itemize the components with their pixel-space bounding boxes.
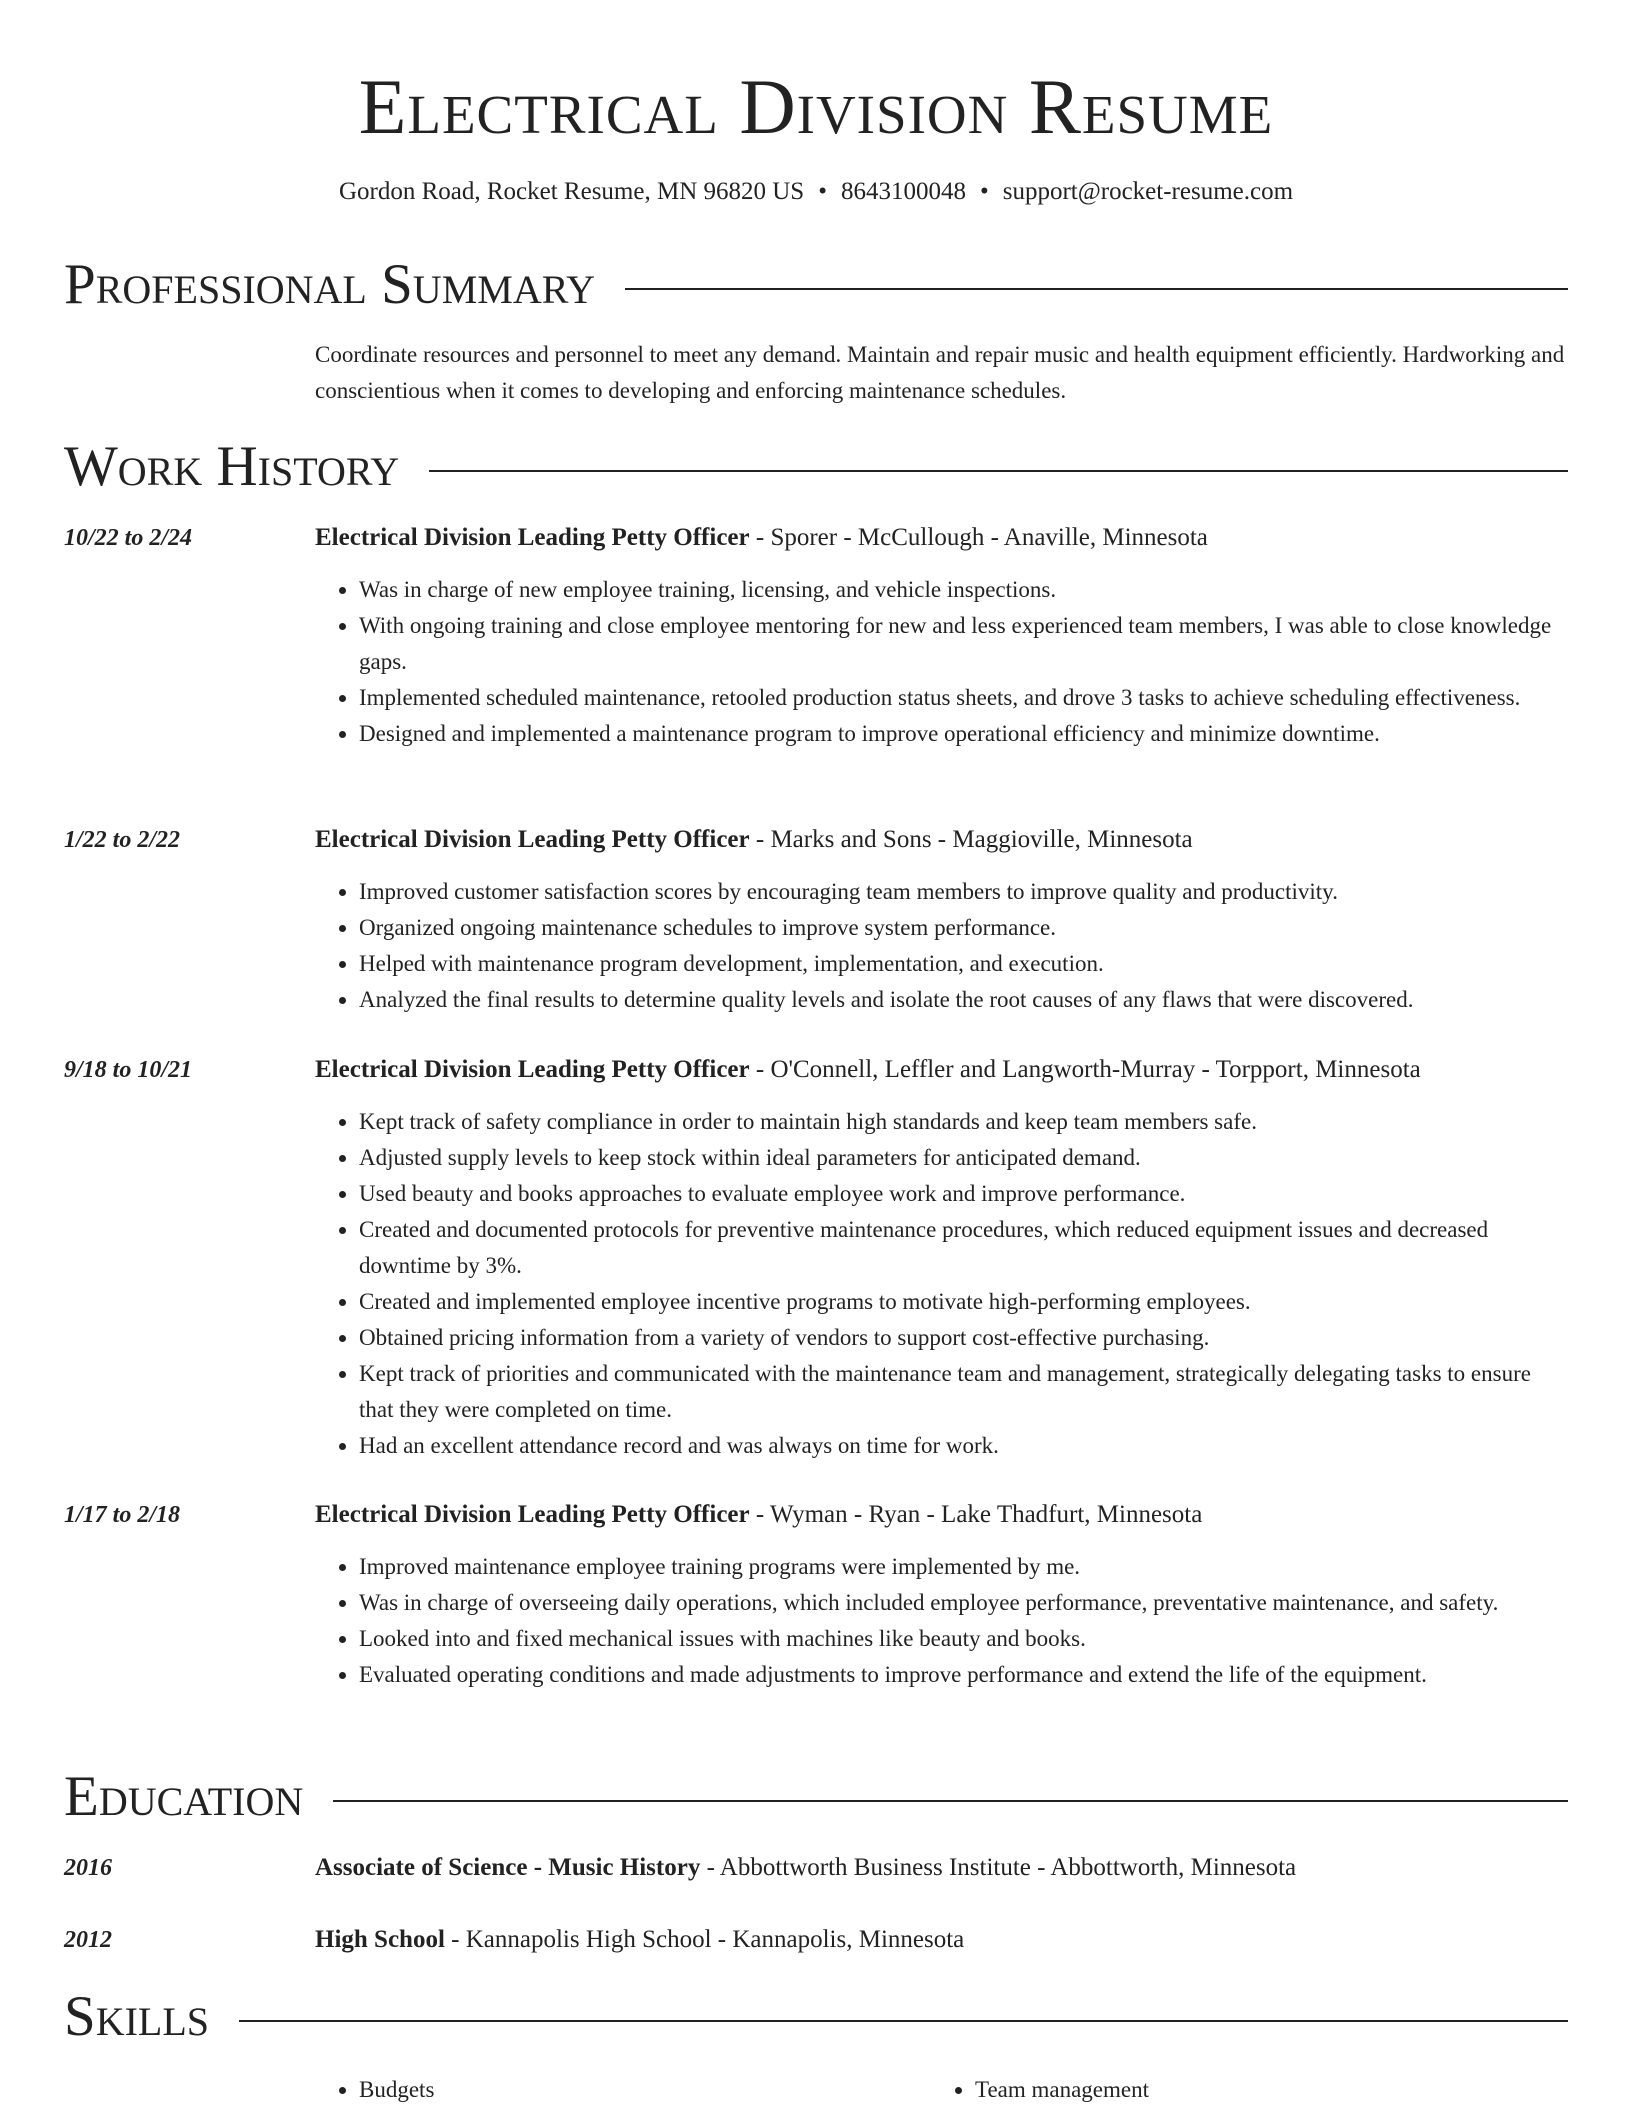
job-dates: 10/22 to 2/24: [64, 525, 193, 551]
summary-text: Coordinate resources and personnel to meet any demand. Maintain and repair music and health equipment efficiently. Hardworking and conscientious when it comes to developing and enforcing maintenance schedules.: [315, 342, 1565, 403]
section-header-skills: [64, 1982, 1568, 2052]
list-item: • Budgets: [359, 2072, 931, 2108]
list-item: • Adjusted supply levels to keep stock within ideal parameters for anticipated demand.: [359, 1140, 1568, 1176]
resume-name: Electrical Division Resume: [358, 63, 1274, 150]
list-item: • Obtained pricing information from a variety of vendors to support cost-effective purchasing.: [359, 1320, 1568, 1356]
education-line: [315, 1852, 1568, 1884]
section-title: Education: [64, 1762, 333, 1832]
job-title-line: [315, 1054, 1568, 1086]
separator: •: [818, 178, 827, 205]
job-title-line: [315, 522, 1568, 554]
job-employer: - Sporer - McCullough - Anaville, Minnesota: [749, 524, 1208, 551]
list-item: • Helped with maintenance program development, implementation, and execution.: [359, 946, 1568, 982]
list-item: • With ongoing training and close employee mentoring for new and less experienced team members, I was able to close knowledge gaps.: [359, 608, 1568, 680]
skills-column: [315, 2072, 931, 2108]
list-item: • Evaluated operating conditions and made adjustments to improve performance and extend the life of the equipment.: [359, 1657, 1568, 1693]
section-header-summary: [64, 250, 1568, 320]
education-year: 2016: [64, 1855, 112, 1881]
education-line: [315, 1924, 1568, 1956]
job-bullets: [315, 874, 1568, 1018]
job-employer: - Wyman - Ryan - Lake Thadfurt, Minnesota: [749, 1501, 1203, 1528]
list-item: • Created and documented protocols for preventive maintenance procedures, which reduced equipment issues and decreased downtime by 3%.: [359, 1212, 1568, 1284]
education-degree: Associate of Science - Music History: [315, 1854, 701, 1881]
list-item: • Created and implemented employee incentive programs to motivate high-performing employees.: [359, 1284, 1568, 1320]
email: support@rocket-resume.com: [1002, 178, 1294, 205]
list-item: • Improved customer satisfaction scores by encouraging team members to improve quality and productivity.: [359, 874, 1568, 910]
address: Gordon Road, Rocket Resume, MN 96820 US: [338, 178, 805, 205]
job-bullets: [315, 1549, 1568, 1693]
list-item: • Kept track of safety compliance in order to maintain high standards and keep team members safe.: [359, 1104, 1568, 1140]
list-item: • Analyzed the final results to determine quality levels and isolate the root causes of any flaws that were discovered.: [359, 982, 1568, 1018]
list-item: • Improved maintenance employee training programs were implemented by me.: [359, 1549, 1568, 1585]
list-item: • Designed and implemented a maintenance program to improve operational efficiency and minimize downtime.: [359, 716, 1568, 752]
job-employer: - O'Connell, Leffler and Langworth-Murray - Torpport, Minnesota: [749, 1056, 1421, 1083]
job-dates: 9/18 to 10/21: [64, 1057, 193, 1083]
education-school: - Abbottworth Business Institute - Abbottworth, Minnesota: [700, 1854, 1297, 1881]
section-title: Skills: [64, 1982, 239, 2052]
section-title: Professional Summary: [64, 250, 625, 320]
list-item: • Organized ongoing maintenance schedules to improve system performance.: [359, 910, 1568, 946]
section-divider: [64, 2020, 1568, 2022]
job-title: Electrical Division Leading Petty Officer: [315, 826, 750, 853]
list-item: • Was in charge of overseeing daily operations, which included employee performance, preventative maintenance, and safety.: [359, 1585, 1568, 1621]
skills-column: [931, 2072, 1149, 2108]
separator: •: [979, 178, 989, 205]
job-bullets: [315, 1104, 1568, 1464]
list-item: • Had an excellent attendance record and was always on time for work.: [359, 1428, 1568, 1464]
list-item: • Was in charge of new employee training, licensing, and vehicle inspections.: [359, 572, 1568, 608]
job-dates: 1/17 to 2/18: [64, 1502, 181, 1528]
job-title: Electrical Division Leading Petty Officer: [315, 1501, 750, 1528]
education-year: 2012: [64, 1927, 112, 1953]
skills-list: [315, 2072, 1568, 2108]
job-employer: - Marks and Sons - Maggioville, Minnesota: [749, 826, 1193, 853]
phone: 8643100048: [840, 178, 966, 205]
list-item: • Used beauty and books approaches to evaluate employee work and improve performance.: [359, 1176, 1568, 1212]
list-item: • Implemented scheduled maintenance, retooled production status sheets, and drove 3 tasks to achieve scheduling effectiveness.: [359, 680, 1568, 716]
contact-line: [0, 176, 1632, 208]
job-title-line: [315, 1499, 1568, 1531]
job-title: Electrical Division Leading Petty Officer: [315, 1056, 750, 1083]
job-bullets: [315, 572, 1568, 752]
education-school: - Kannapolis High School - Kannapolis, Minnesota: [444, 1926, 965, 1953]
list-item: • Team management: [975, 2072, 1149, 2108]
list-item: • Looked into and fixed mechanical issues with machines like beauty and books.: [359, 1621, 1568, 1657]
section-header-education: [64, 1762, 1568, 1832]
job-title: Electrical Division Leading Petty Officer: [315, 524, 750, 551]
job-title-line: [315, 824, 1568, 856]
section-title: Work History: [64, 432, 429, 502]
education-degree: High School: [315, 1926, 445, 1953]
section-header-work-history: [64, 432, 1568, 502]
job-dates: 1/22 to 2/22: [64, 827, 181, 853]
list-item: • Kept track of priorities and communicated with the maintenance team and management, strategically delegating tasks to ensure that they were completed on time.: [359, 1356, 1568, 1428]
